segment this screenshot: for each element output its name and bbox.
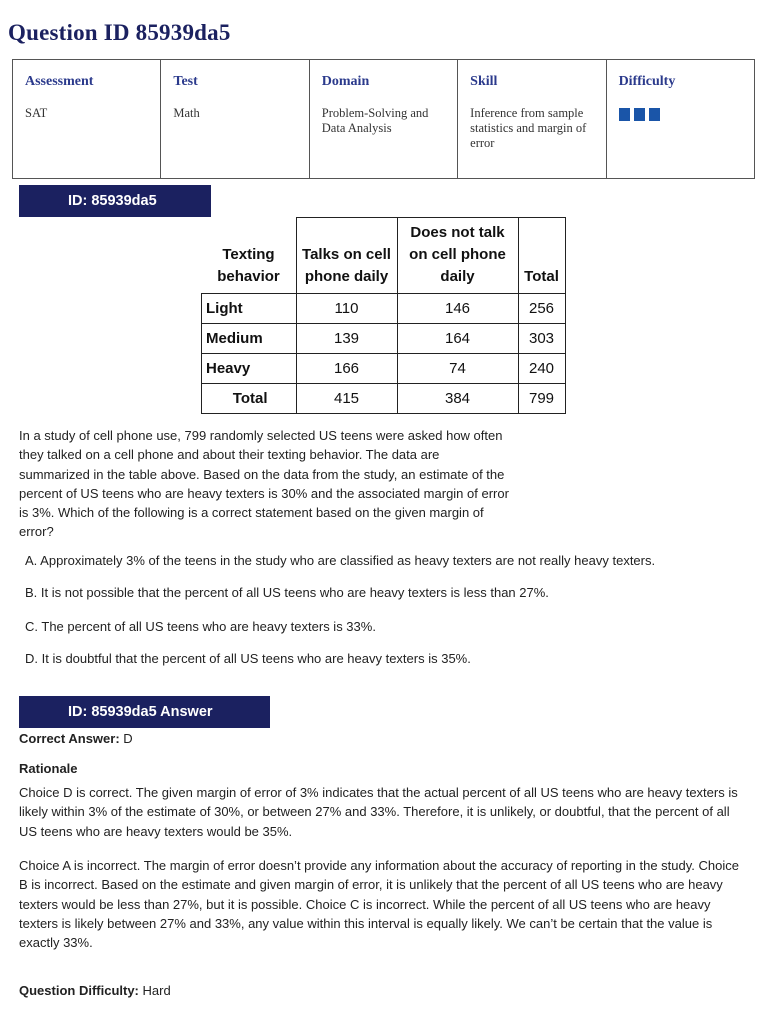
difficulty-bar	[619, 108, 630, 121]
table-header-row	[202, 218, 566, 294]
row-label-medium: Medium	[202, 324, 297, 354]
row-label-heavy: Heavy	[202, 354, 297, 384]
choice-a: A. Approximately 3% of the teens in the study who are classified as heavy texters are not really heavy texters.	[25, 553, 656, 568]
rationale-paragraph-correct: Choice D is correct. The given margin of error of 3% indicates that the actual percent of all US teens who are heavy texters is likely within 3% of the estimate of 30%, or between 27% and 33%. Therefore, it is unlikely, or doubtful, that the percent of all US teens who are heavy texters would be 35%.	[19, 785, 738, 839]
meta-value-domain: Problem-Solving and Data Analysis	[321, 106, 429, 135]
meta-header-domain: Domain	[321, 74, 370, 89]
row-label-light: Light	[202, 294, 297, 324]
cell-heavy-talks: 166	[296, 354, 397, 384]
question-text: In a study of cell phone use, 799 randomly selected US teens were asked how often they talked on a cell phone and about their texting behavior. The data are summarized in the table above. Based on the data from the study, an estimate of the percent of US teens who are heavy texters is 30% and the associated margin of error is 3%. Which of the following is a correct statement based on the given margin of error?	[19, 428, 509, 540]
meta-assessment-cell	[13, 60, 161, 179]
meta-header-difficulty: Difficulty	[618, 74, 676, 89]
difficulty-indicator	[619, 108, 742, 178]
correct-answer-value: D	[123, 731, 133, 746]
cell-light-not-talk: 146	[397, 294, 518, 324]
correct-answer-label: Correct Answer:	[19, 731, 120, 746]
cell-medium-total: 303	[518, 324, 565, 354]
question-difficulty-label: Question Difficulty:	[19, 983, 139, 998]
table-row	[202, 354, 566, 384]
meta-header-test: Test	[173, 74, 198, 89]
question-difficulty-line	[19, 983, 171, 998]
meta-value-skill: Inference from sample statistics and margin of error	[470, 106, 587, 150]
cell-light-talks: 110	[296, 294, 397, 324]
answer-id-banner: ID: 85939da5 Answer	[19, 696, 270, 728]
header-not-talk-daily: Does not talk on cell phone daily	[397, 218, 518, 294]
meta-value-assessment: SAT	[25, 106, 48, 120]
choice-d: D. It is doubtful that the percent of all US teens who are heavy texters is 35%.	[25, 651, 471, 666]
question-metadata-table	[12, 59, 755, 179]
choice-b: B. It is not possible that the percent of all US teens who are heavy texters is less than 27%.	[25, 585, 549, 600]
table-row-total	[202, 384, 566, 414]
cell-heavy-not-talk: 74	[397, 354, 518, 384]
cell-grand-total: 799	[518, 384, 565, 414]
cell-light-total: 256	[518, 294, 565, 324]
meta-header-skill: Skill	[470, 74, 498, 89]
correct-answer-line	[19, 731, 133, 746]
row-label-total: Total	[202, 384, 297, 414]
rationale-heading: Rationale	[19, 761, 78, 776]
meta-value-test: Math	[173, 106, 200, 120]
meta-difficulty-cell	[606, 60, 754, 179]
table-row	[202, 324, 566, 354]
cell-medium-not-talk: 164	[397, 324, 518, 354]
cell-medium-talks: 139	[296, 324, 397, 354]
cell-total-talks: 415	[296, 384, 397, 414]
meta-header-assessment: Assessment	[25, 74, 94, 89]
header-texting-behavior: Texting behavior	[202, 218, 297, 294]
meta-skill-cell	[458, 60, 606, 179]
cell-heavy-total: 240	[518, 354, 565, 384]
question-difficulty-value: Hard	[142, 983, 171, 998]
meta-test-cell	[161, 60, 309, 179]
texting-data-table	[201, 217, 566, 414]
page-title: Question ID 85939da5	[8, 20, 231, 45]
cell-total-not-talk: 384	[397, 384, 518, 414]
meta-domain-cell	[309, 60, 457, 179]
difficulty-bar	[649, 108, 660, 121]
header-talks-daily: Talks on cell phone daily	[296, 218, 397, 294]
question-id-banner: ID: 85939da5	[19, 185, 211, 217]
header-total: Total	[518, 218, 565, 294]
choice-c: C. The percent of all US teens who are heavy texters is 33%.	[25, 619, 376, 634]
difficulty-bar	[634, 108, 645, 121]
rationale-paragraph-incorrect: Choice A is incorrect. The margin of error doesn’t provide any information about the accuracy of reporting in the study. Choice B is incorrect. Based on the estimate and given margin of error, it is unlikely that the percent of all US teens who are heavy texters would be less than 27%, but it is possible. Choice C is incorrect. While the percent of all US teens who are heavy texters is likely between 27% and 33%, any value within this interval is equally likely. We can’t be certain that the value is exactly 33%.	[19, 858, 739, 951]
table-row	[202, 294, 566, 324]
